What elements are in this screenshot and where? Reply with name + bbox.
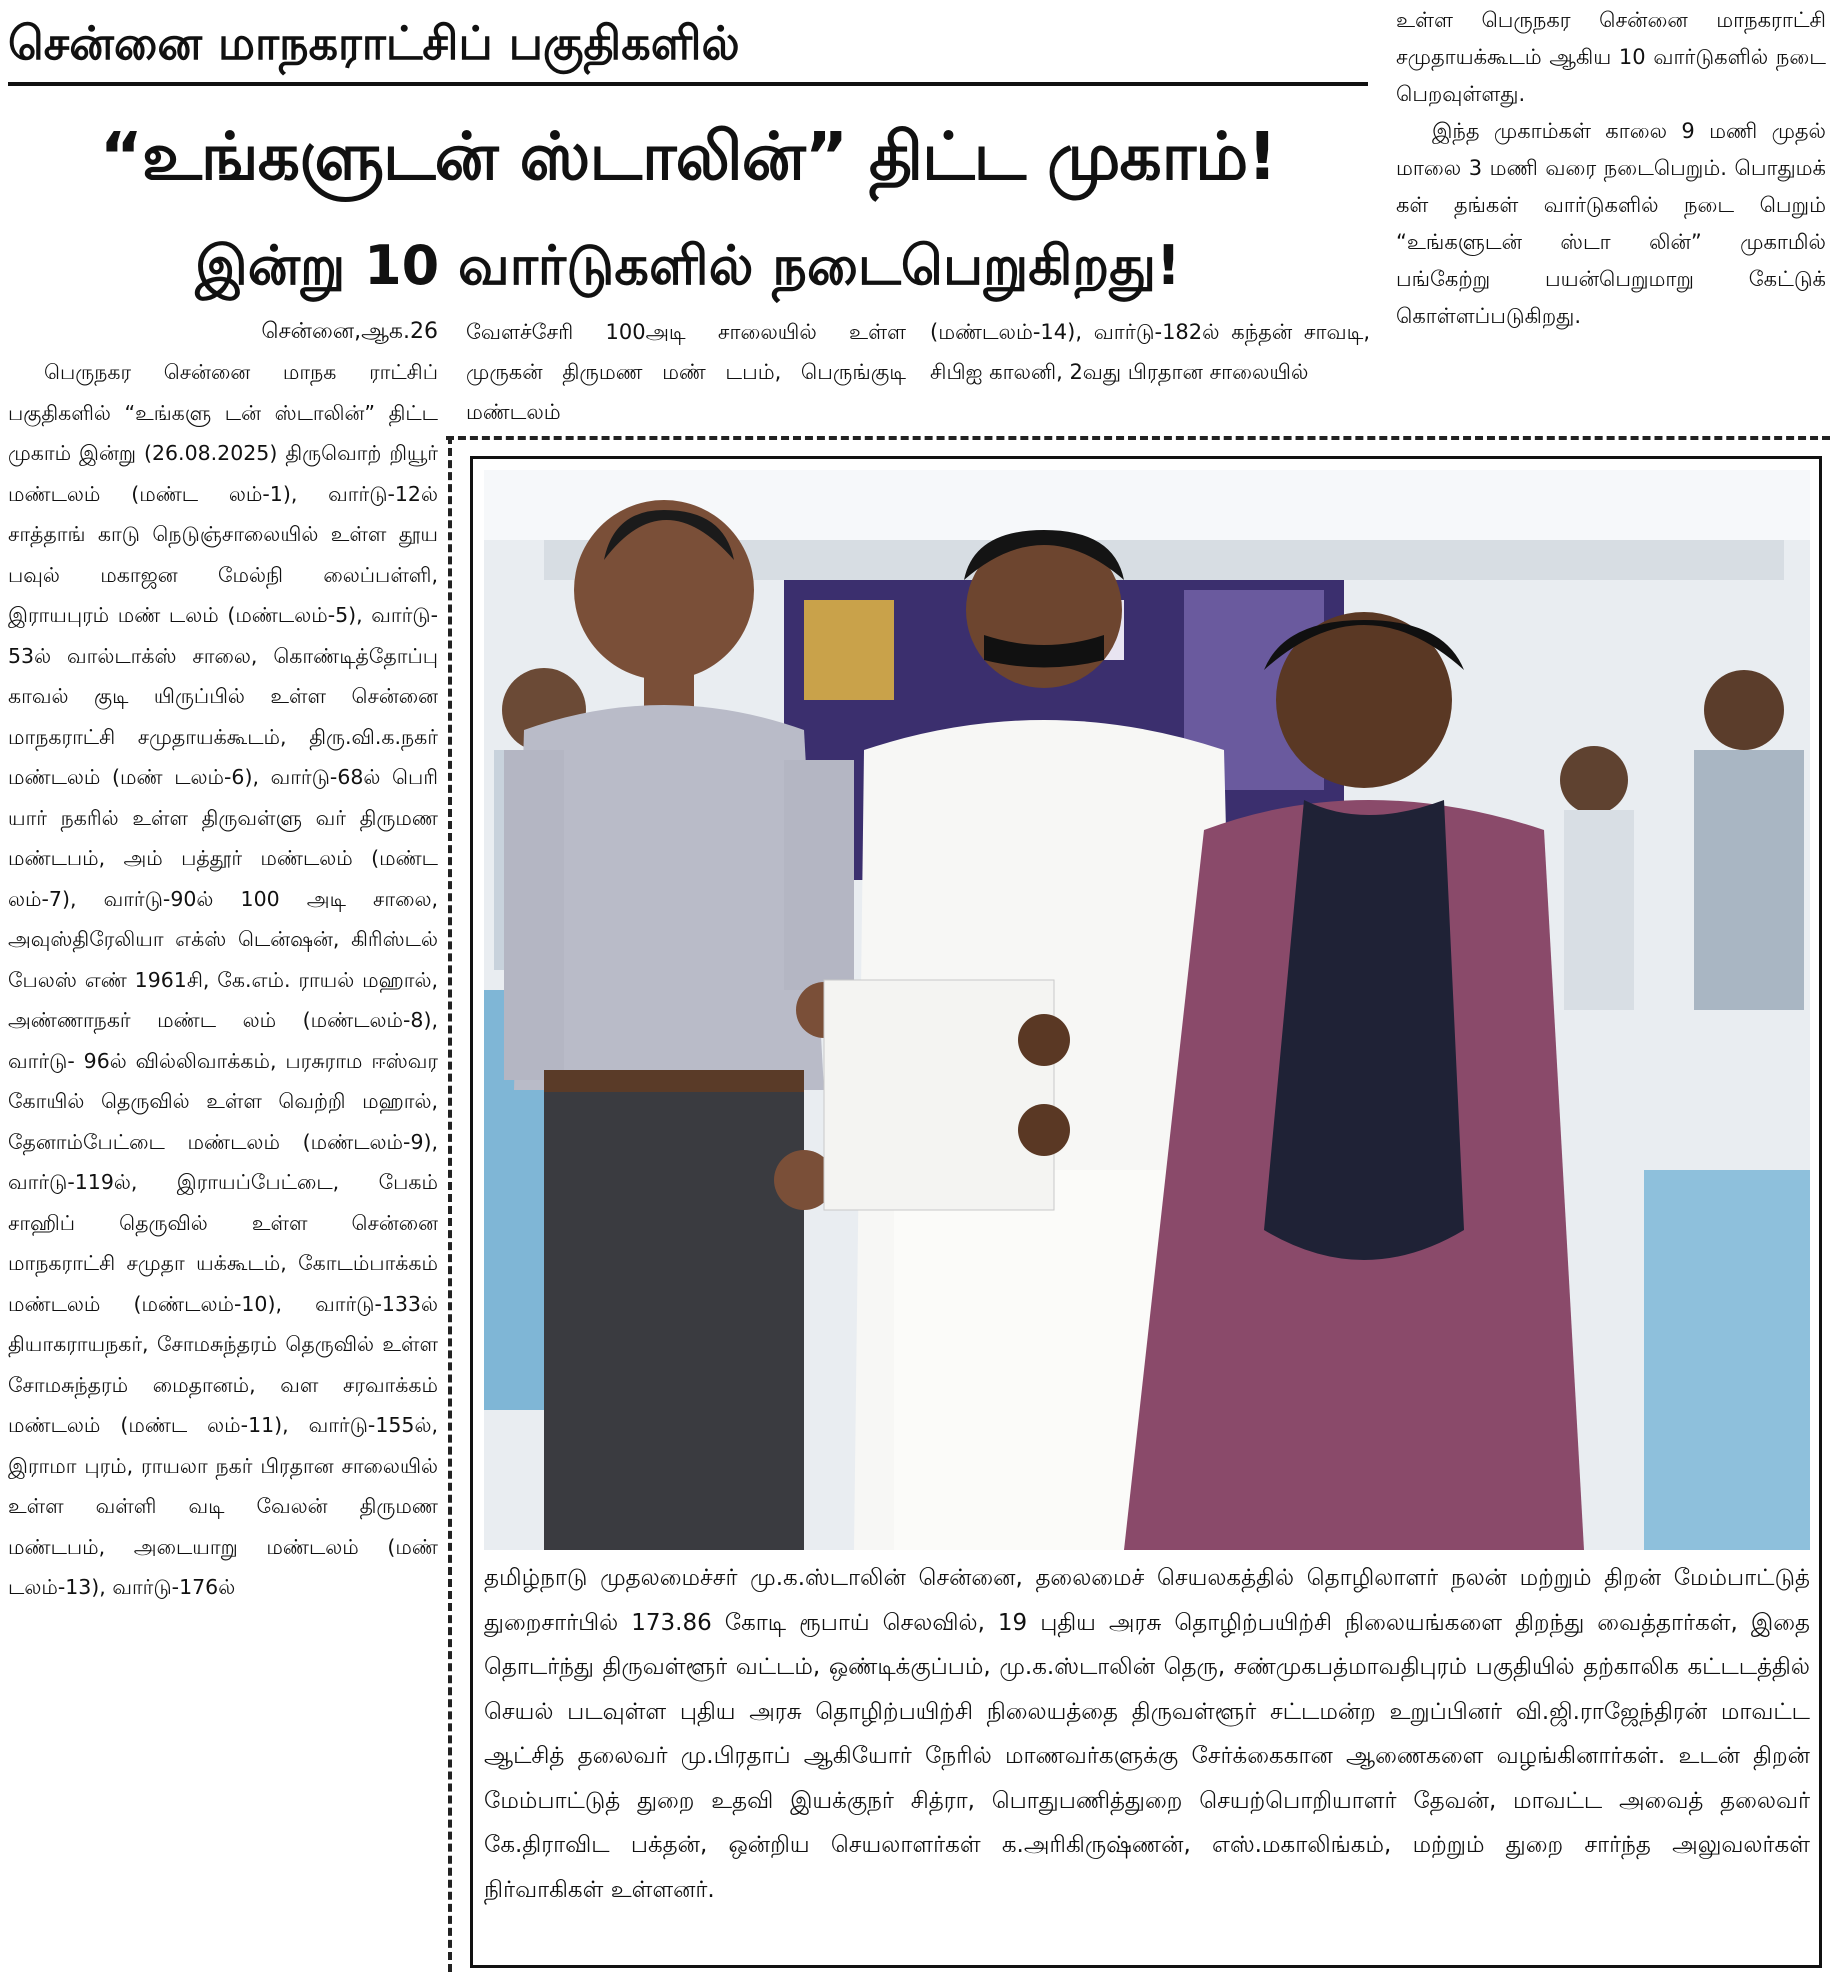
article-left-column: பெருநகர சென்னை மாநக ராட்சிப் பகுதிகளில் “உங்களு டன் ஸ்டாலின்” திட்ட முகாம் இன்று (26.08.2025) திருவொற் றியூர் மண்டலம் (மண்ட லம்-1), வார்டு-12ல் சாத்தாங் காடு நெடுஞ்சாலையில் உள்ள தூய பவுல் மகாஜன மேல்நி லைப்பள்ளி, இராயபுரம் மண் டலம் (மண்டலம்-5), வார்டு- 53ல் வால்டாக்ஸ் சாலை, கொண்டித்தோப்பு காவல் குடி யிருப்பில் உள்ள சென்னை மாநகராட்சி சமுதாயக்கூடம், திரு.வி.க.நகர் மண்டலம் (மண் டலம்-6), வார்டு-68ல் பெரி யார் நகரில் உள்ள திருவள்ளு வர் திருமண மண்டபம், அம் பத்தூர் மண்டலம் (மண்ட லம்-7), வார்டு-90ல் 100 அடி சாலை, அவுஸ்திரேலியா எக்ஸ் டென்ஷன், கிரிஸ்டல் பேலஸ் எண் 1961சி, கே.எம். ராயல் மஹால், அண்ணாநகர் மண்ட லம் (மண்டலம்-8), வார்டு- 96ல் வில்லிவாக்கம், பரசுராம ஈஸ்வர கோயில் தெருவில் உள்ள வெற்றி மஹால், தேனாம்பேட்டை மண்டலம் (மண்டலம்-9), வார்டு-119ல், இராயப்பேட்டை, பேகம் சாஹிப் தெருவில் உள்ள சென்னை மாநகராட்சி சமுதா யக்கூடம், கோடம்பாக்கம் மண்டலம் (மண்டலம்-10), வார்டு-133ல் தியாகராயநகர், சோமசுந்தரம் தெருவில் உள்ள சோமசுந்தரம் மைதானம், வள சரவாக்கம் மண்டலம் (மண்ட லம்-11), வார்டு-155ல், இராமா புரம், ராயலா நகர் பிரதான சாலையில் உள்ள வள்ளி வடி வேலன் திருமண மண்டபம், அடையாறு மண்டலம் (மண் டலம்-13), வார்டு-176ல் (8, 360, 438, 1599)
article-dateline: சென்னை,ஆக.26 (261, 319, 438, 344)
article-mid-column-1: வேளச்சேரி 100அடி சாலையில் உள்ள முருகன் திருமண மண் டபம், பெருங்குடி மண்டலம் (466, 320, 906, 424)
photo-caption: தமிழ்நாடு முதலமைச்சர் மு.க.ஸ்டாலின் சென்னை, தலைமைச் செயலகத்தில் தொழிலாளர் நலன் மற்றும் திறன் மேம்பாட்டுத் துறைசார்பில் 173.86 கோடி ரூபாய் செலவில், 19 புதிய அரசு தொழிற்பயிற்சி நிலையங்களை திறந்து வைத்தார்கள், இதை தொடர்ந்து திருவள்ளூர் வட்டம், ஒண்டிக்குப்பம், மு.க.ஸ்டாலின் தெரு, சண்முகபத்மாவதிபுரம் பகுதியில் தற்காலிக கட்டடத்தில் செயல் படவுள்ள புதிய அரசு தொழிற்பயிற்சி நிலையத்தை திருவள்ளூர் சட்டமன்ற உறுப்பினர் வி.ஜி.ராஜேந்திரன் மாவட்ட ஆட்சித் தலைவர் மு.பிரதாப் ஆகியோர் நேரில் மாணவர்களுக்கு சேர்க்கைகான ஆணைகளை வழங்கினார்கள். உடன் திறன் மேம்பாட்டுத் துறை உதவி இயக்குநர் சித்ரா, பொதுபணித்துறை செயற்பொறியாளர் தேவன், மாவட்ட அவைத் தலைவர் கே.திராவிட பக்தன், ஒன்றிய செயலாளர்கள் க.அரிகிருஷ்ணன், எஸ்.மகாலிங்கம், மற்றும் துறை சார்ந்த அலுவலர்கள் நிர்வாகிகள் உள்ளனர். (484, 1565, 1810, 1903)
dashed-divider-horizontal (446, 436, 1830, 440)
kicker-underline (8, 82, 1368, 86)
news-photo-illustration (484, 470, 1810, 1550)
article-mid-column-2: (மண்டலம்-14), வார்டு-182ல் கந்தன் சாவடி, சிபிஐ காலனி, 2வது பிரதான சாலையில் (930, 320, 1370, 384)
headline-title: “உங்களுடன் ஸ்டாலின்” திட்ட முகாம்! (99, 118, 1277, 195)
dashed-divider-vertical (448, 436, 452, 1972)
headline-kicker: சென்னை மாநகராட்சிப் பகுதிகளில் (8, 16, 740, 70)
news-photo (484, 470, 1810, 1550)
article-right-column (1396, 2, 1826, 422)
article-right-paragraph-2: இந்த முகாம்கள் காலை 9 மணி முதல் மாலை 3 மணி வரை நடைபெறும். பொதுமக் கள் தங்கள் வார்டுகளில் நடை பெறும் “உங்களுடன் ஸ்டா லின்” முகாமில் பங்கேற்று பயன்பெறுமாறு கேட்டுக் கொள்ளப்படுகிறது. (1396, 119, 1826, 328)
article-right-paragraph-1: உள்ள பெருநகர சென்னை மாநகராட்சி சமுதாயக்கூடம் ஆகிய 10 வார்டுகளில் நடை பெறவுள்ளது. (1396, 8, 1826, 106)
headline-subtitle: இன்று 10 வார்டுகளில் நடைபெறுகிறது! (195, 234, 1181, 297)
